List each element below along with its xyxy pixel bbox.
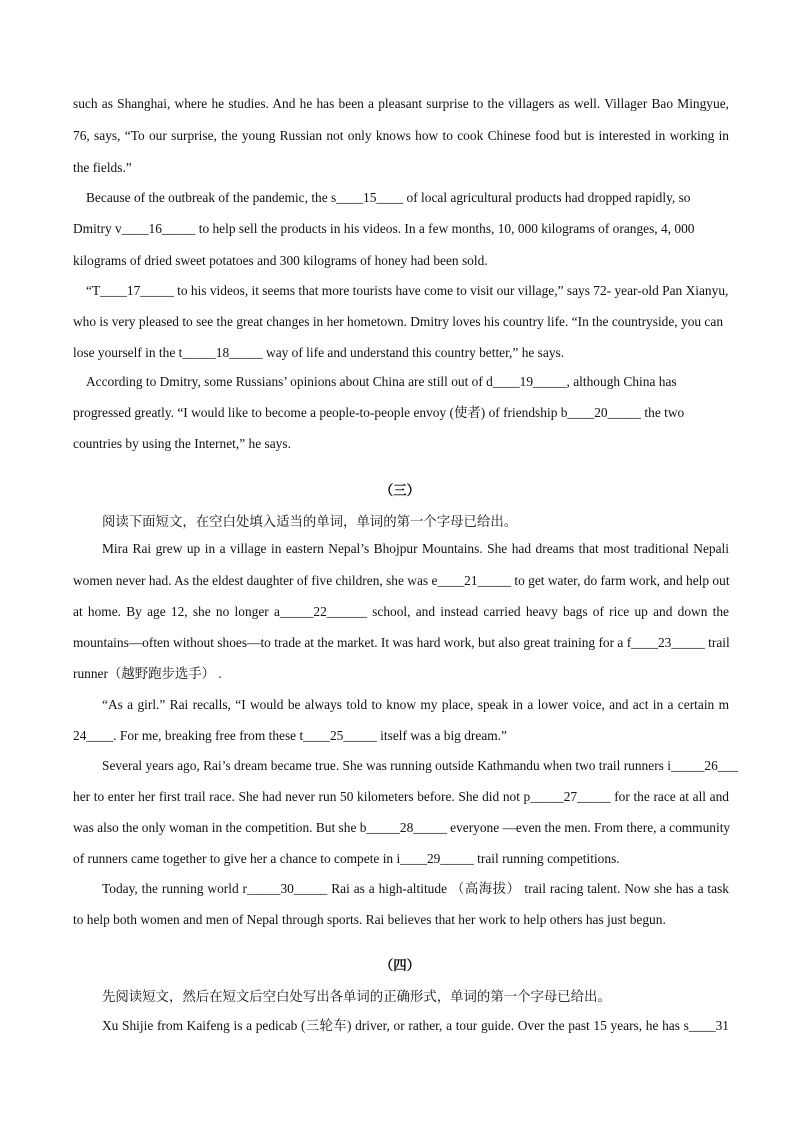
section3-line-5: runner（越野跑步选手） . (73, 666, 222, 681)
passage2-line-10: According to Dmitry, some Russians’ opinions about China are still out of d____19_____, although China has (86, 374, 677, 389)
section3-line-6: “As a girl.” Rai recalls, “I would be always told to know my place, speak in a lower voice, and act in a certain m (102, 697, 729, 712)
passage2-line-11: progressed greatly. “I would like to become a people-to-people envoy (使者) of friendship b____20_____ the two (73, 405, 685, 420)
section3-line-8: Several years ago, Rai’s dream became true. She was running outside Kathmandu when two trail runners i_____26___ (102, 758, 738, 773)
passage2-line-4: Because of the outbreak of the pandemic, the s____15____ of local agricultural products had dropped rapidly, so (86, 190, 691, 205)
passage2-line-7: “T____17_____ to his videos, it seems that more tourists have come to visit our village,” says 72- year-old Pan Xianyu, (86, 283, 729, 298)
section3-line-9: her to enter her first trail race. She had never run 50 kilometers before. She did not p_____27_____ for the race at all and (73, 789, 729, 804)
section4-line-1: Xu Shijie from Kaifeng is a pedicab (三轮车) driver, or rather, a tour guide. Over the past 15 years, he has s____31 (102, 1018, 729, 1033)
section3-line-12: Today, the running world r_____30_____ Rai as a high-altitude （高海拔） trail racing talent. Now she has a task (102, 881, 729, 896)
section3-line-7: 24____. For me, breaking free from these t____25_____ itself was a big dream.” (73, 728, 507, 743)
section3-instruction: 阅读下面短文，在空白处填入适当的单词，单词的第一个字母已给出。 (102, 514, 518, 529)
passage2-line-9: lose yourself in the t_____18_____ way of life and understand this country better,” he says. (73, 345, 565, 360)
section4-heading: （四） (379, 958, 421, 973)
section3-line-2: women never had. As the eldest daughter of five children, she was e____21_____ to get water, do farm work, and help out (73, 573, 730, 588)
section3-line-10: was also the only woman in the competition. But she b_____28_____ everyone —even the men. From there, a community (73, 820, 731, 835)
passage2-line-1: such as Shanghai, where he studies. And he has been a pleasant surprise to the villagers as well. Villager Bao Mingyue, (73, 96, 729, 111)
section3-line-11: of runners came together to give her a chance to compete in i____29_____ trail running competitions. (73, 851, 620, 866)
passage2-line-6: kilograms of dried sweet potatoes and 300 kilograms of honey had been sold. (73, 253, 488, 268)
section3-line-1: Mira Rai grew up in a village in eastern Nepal’s Bhojpur Mountains. She had dreams that most traditional Nepali (102, 541, 729, 556)
passage2-line-3: the fields.” (73, 160, 132, 175)
section3-line-13: to help both women and men of Nepal through sports. Rai believes that her work to help others has just begun. (73, 912, 666, 927)
section3-line-3: at home. By age 12, she no longer a_____22______ school, and instead carried heavy bags of rice up and down the (73, 604, 729, 619)
section3-line-4: mountains—often without shoes—to trade at the market. It was hard work, but also great training for a f____23_____ trail (73, 635, 730, 650)
passage2-line-2: 76, says, “To our surprise, the young Russian not only knows how to cook Chinese food but is interested in working in (73, 128, 729, 143)
passage2-line-5: Dmitry v____16_____ to help sell the products in his videos. In a few months, 10, 000 kilograms of oranges, 4, 000 (73, 221, 695, 236)
passage2-line-12: countries by using the Internet,” he says. (73, 436, 291, 451)
section3-heading: （三） (379, 483, 421, 498)
passage2-line-8: who is very pleased to see the great changes in her hometown. Dmitry loves his country life. “In the countryside, you can (73, 314, 724, 329)
section4-instruction: 先阅读短文，然后在短文后空白处写出各单词的正确形式，单词的第一个字母已给出。 (102, 989, 611, 1004)
